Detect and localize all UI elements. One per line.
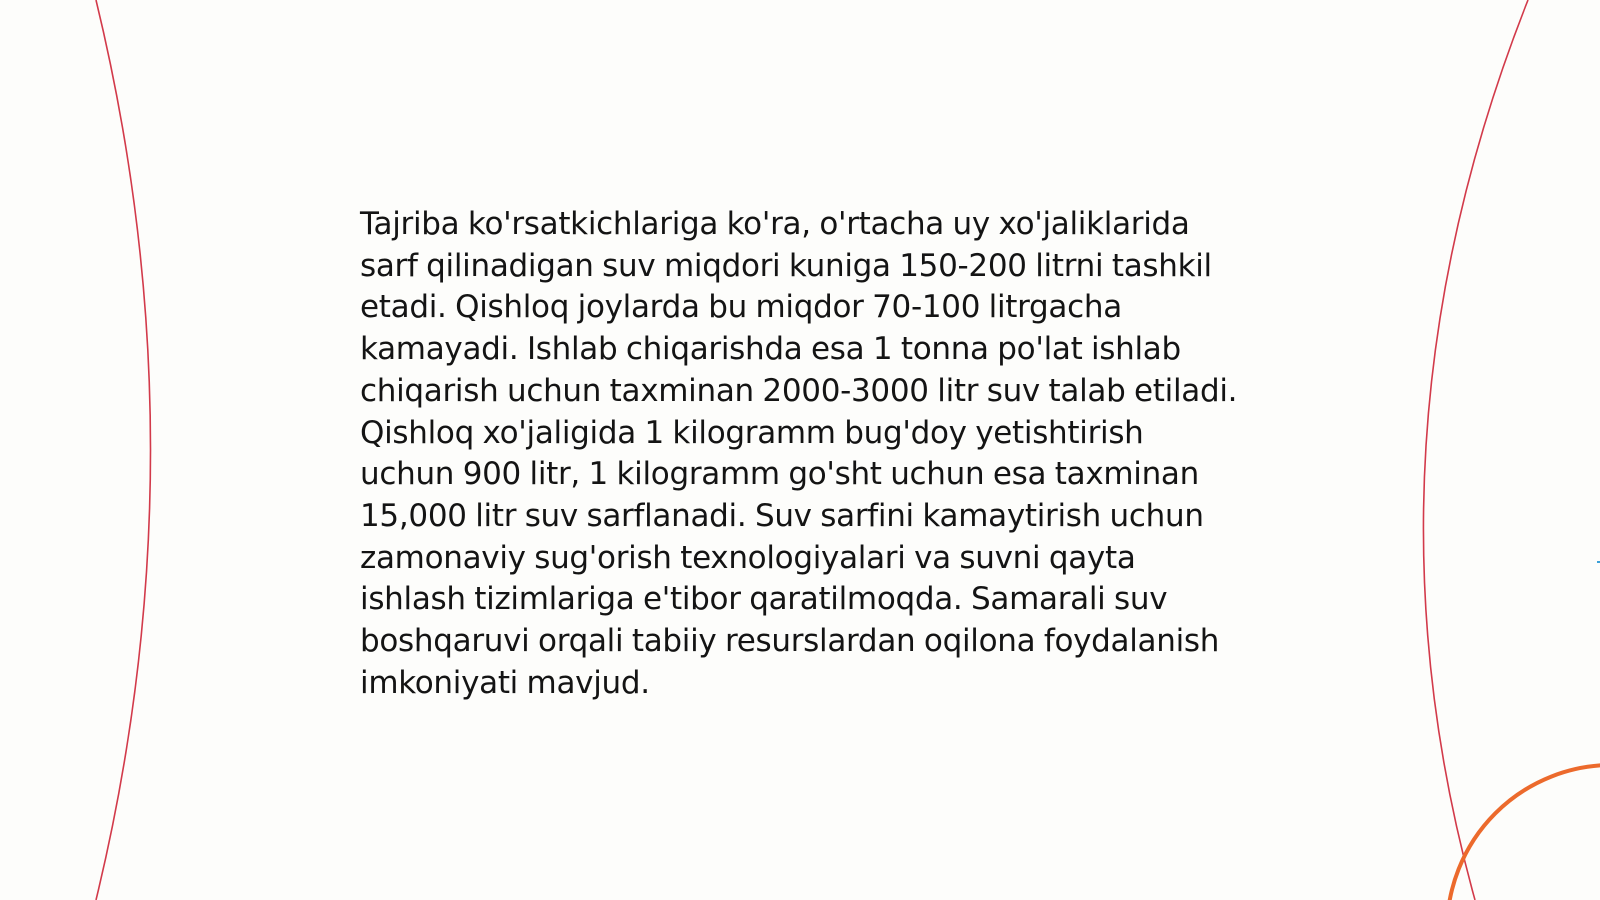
left-arc-curve [96,0,151,900]
body-paragraph: Tajriba ko'rsatkichlariga ko'ra, o'rtacha uy xo'jaliklarida sarf qilinadigan suv miqdori kuniga 150-200 litrni tashkil etadi. Qishloq joylarda bu miqdor 70-100 litrgacha kamayadi. Ishlab chiqarishda esa 1 tonna po'lat ishlab chiqarish uchun taxminan 2000-3000 litr suv talab etiladi. Qishloq xo'jaligida 1 kilogramm bug'doy yetishtirish uchun 900 litr, 1 kilogramm go'sht uchun esa taxminan 15,000 litr suv sarflanadi. Suv sarfini kamaytirish uchun zamonaviy sug'orish texnologiyalari va suvni qayta ishlash tizimlariga e'tibor qaratilmoqda. Samarali suv boshqaruvi orqali tabiiy resurslardan oqilona foydalanish imkoniyati mavjud. [360,206,1238,701]
right-arc-curve [1423,0,1528,900]
